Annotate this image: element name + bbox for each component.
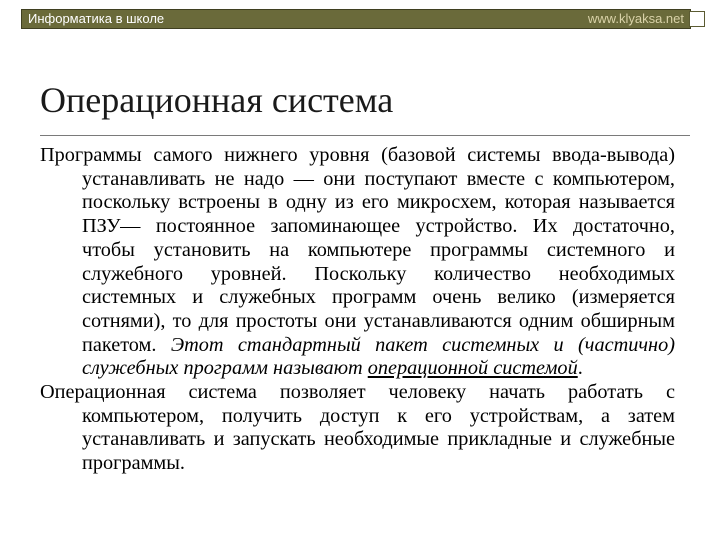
paragraph-2: Операционная система позволяет человеку начать работать с компьютером, получить доступ к его устройствам, а затем устанавливать и запускать необходимые прикладные и служебные программы. [40,381,675,475]
header-website[interactable]: www.klyaksa.net [587,11,684,26]
paragraph-1-text: Программы самого нижнего уровня (базовой системы ввода-вывода) устанавливать не надо — они поступают вместе с компьютером, поскольку встроены в одну из его микросхем, которая называется ПЗУ— постоянное запоминающее устройство. Их достаточно, чтобы установить на компьютере программы системного и служебного уровней. Поскольку количество необходимых системных и служебных программ очень велико (измеряется сотнями), то для простоты они устанавливаются одним обширным пакетом. [40,144,675,356]
header-square-decoration [689,11,705,27]
os-term-underlined: операционной системой [367,357,578,380]
title-divider [40,135,690,136]
paragraph-1 [40,144,675,381]
paragraph-1-end: . [577,357,583,380]
header-subject: Информатика в школе [28,11,165,26]
header-bar [21,9,691,29]
slide-title: Операционная система [40,80,394,120]
paragraph-1-italic: Этот стандартный пакет системных и (частично) служебных программ называют [82,333,676,380]
slide-body [40,144,675,476]
